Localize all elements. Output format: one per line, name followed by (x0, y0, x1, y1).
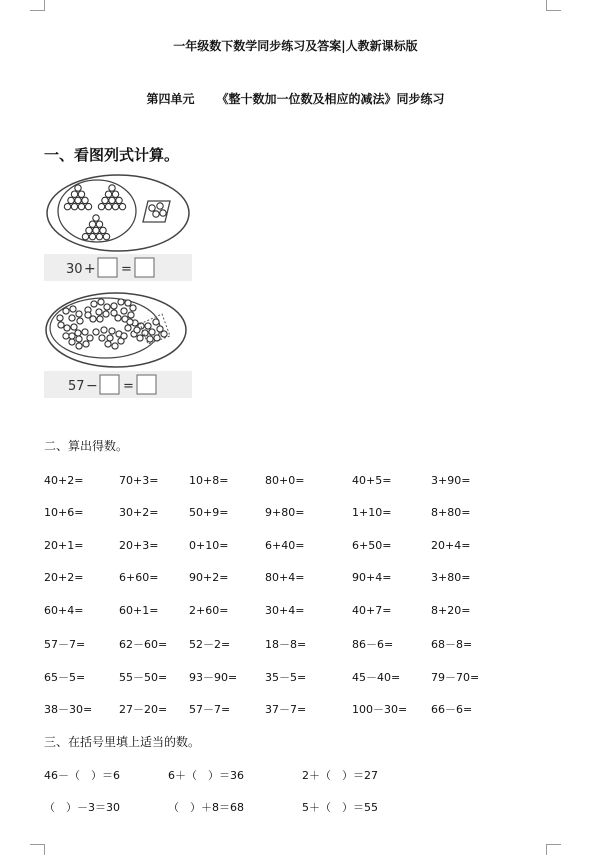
calc-problem: 20+1= (44, 539, 84, 552)
counter-dot (63, 308, 69, 314)
unit-label: 第四单元 (146, 92, 195, 106)
counter-dot (71, 203, 77, 209)
calc-problem: 100－30= (352, 703, 408, 716)
calc-problem: 2+60= (189, 604, 229, 617)
counter-dot (101, 327, 107, 333)
calc-problem: 30+4= (265, 604, 305, 617)
counter-dot (82, 197, 88, 203)
counter-dot (98, 203, 104, 209)
counter-dot (76, 336, 82, 342)
counter-dot (125, 325, 131, 331)
counter-dot (112, 191, 118, 197)
counter-dot (91, 301, 97, 307)
calc-problem: 20+3= (119, 539, 159, 552)
fill-problem: 6＋（ ）＝36 (168, 769, 244, 782)
calc-problem: 3+90= (431, 474, 471, 487)
counter-dot (103, 233, 109, 239)
counter-dot (75, 185, 81, 191)
calc-problem: 18－8= (265, 638, 307, 651)
counter-dot (87, 335, 93, 341)
counter-dot (63, 333, 69, 339)
counter-dot (102, 197, 108, 203)
calc-problem: 45－40= (352, 671, 401, 684)
counter-dot (109, 185, 115, 191)
counter-dot (96, 309, 102, 315)
counter-dot (85, 312, 91, 318)
counter-dot (96, 221, 102, 227)
counter-dot (89, 221, 95, 227)
counter-dot (86, 227, 92, 233)
calc-problem: 8+20= (431, 604, 471, 617)
counter-dot (93, 227, 99, 233)
unit-topic: 《整十数加一位数及相应的减法》同步练习 (216, 92, 445, 106)
calc-problem: 60+1= (119, 604, 159, 617)
calc-problem: 10+6= (44, 506, 84, 519)
calc-row (0, 506, 591, 522)
calc-problem: 8+80= (431, 506, 471, 519)
section1-heading: 一、看图列式计算。 (44, 146, 180, 164)
calc-problem: 50+9= (189, 506, 229, 519)
counter-dot (64, 203, 70, 209)
counter-dot (69, 339, 75, 345)
answer-box[interactable] (98, 258, 117, 277)
picture-1 (47, 175, 189, 251)
counter-dot (105, 191, 111, 197)
calc-problem: 55－50= (119, 671, 168, 684)
calc-problem: 40+5= (352, 474, 392, 487)
calc-problem: 90+4= (352, 571, 392, 584)
calc-problem: 20+2= (44, 571, 84, 584)
calc-problem: 62－60= (119, 638, 168, 651)
calc-problem: 27－20= (119, 703, 168, 716)
counter-dot (68, 197, 74, 203)
answer-box[interactable] (135, 258, 154, 277)
calc-problem: 70+3= (119, 474, 159, 487)
counter-dot (161, 331, 167, 337)
calc-problem: 0+10= (189, 539, 229, 552)
calc-problem: 37－7= (265, 703, 307, 716)
counter-dot (71, 324, 77, 330)
calc-problem: 65－5= (44, 671, 86, 684)
calc-problem: 30+2= (119, 506, 159, 519)
equation-2-op: − (86, 378, 98, 394)
counter-dot (119, 203, 125, 209)
counter-dot (127, 319, 133, 325)
fill-problem: 5＋（ ）＝55 (302, 801, 378, 814)
counter-dot (58, 322, 64, 328)
calc-problem: 66－6= (431, 703, 473, 716)
counter-dot (57, 315, 63, 321)
counter-dot (85, 203, 91, 209)
counter-dot (78, 191, 84, 197)
counter-dot (69, 315, 75, 321)
counter-dot (76, 311, 82, 317)
counter-dot (76, 343, 82, 349)
fill-row (0, 767, 591, 783)
counting-illustration (44, 168, 194, 400)
counter-dot (70, 306, 76, 312)
equation-2 (44, 371, 192, 398)
counter-dot (104, 304, 110, 310)
calc-row (0, 701, 591, 717)
counter-dot (64, 325, 70, 331)
counter-dot (109, 328, 115, 334)
counter-dot (97, 316, 103, 322)
counter-dot (105, 203, 111, 209)
corner-mark-top-right (546, 0, 561, 11)
counter-dot (109, 197, 115, 203)
calc-row (0, 604, 591, 620)
calc-problem: 80+0= (265, 474, 305, 487)
counter-dot (75, 330, 81, 336)
calc-problem: 86－6= (352, 638, 394, 651)
counter-dot (121, 308, 127, 314)
counter-dot (93, 329, 99, 335)
fill-problem: 2＋（ ）＝27 (302, 769, 378, 782)
calc-row (0, 669, 591, 685)
counter-dot (130, 305, 136, 311)
calc-problem: 57－7= (189, 703, 231, 716)
calc-problem: 79－70= (431, 671, 480, 684)
calc-problem: 1+10= (352, 506, 392, 519)
counter-dot (160, 210, 166, 216)
calc-problem: 9+80= (265, 506, 305, 519)
counter-dot (153, 211, 159, 217)
equation-1-start: 30 (66, 262, 83, 277)
counter-dot (100, 227, 106, 233)
calc-row (0, 571, 591, 587)
calc-problem: 6+40= (265, 539, 305, 552)
counter-dot (69, 333, 75, 339)
calc-problem: 57－7= (44, 638, 86, 651)
counter-dot (153, 319, 159, 325)
counter-dot (137, 335, 143, 341)
counter-dot (82, 329, 88, 335)
equation-1 (44, 254, 192, 281)
counter-dot (116, 197, 122, 203)
corner-mark-bottom-right (546, 844, 561, 855)
fill-problem: （ ）－3＝30 (44, 801, 120, 814)
counter-dot (99, 335, 105, 341)
counter-dot (75, 197, 81, 203)
answer-box[interactable] (100, 375, 119, 394)
counter-dot (107, 335, 113, 341)
calc-problem: 35－5= (265, 671, 307, 684)
counter-dot (157, 203, 163, 209)
counter-dot (105, 341, 111, 347)
calc-problem: 93－90= (189, 671, 238, 684)
section3-heading: 三、在括号里填上适当的数。 (44, 735, 201, 749)
equation-1-op: + (84, 261, 96, 277)
counter-dot (83, 341, 89, 347)
counter-dot (125, 300, 131, 306)
fill-row (0, 799, 591, 815)
counter-dot (112, 203, 118, 209)
counter-dot (118, 299, 124, 305)
corner-mark-bottom-left (30, 844, 45, 855)
calc-problem: 60+4= (44, 604, 84, 617)
counter-dot (78, 203, 84, 209)
counter-dot (89, 233, 95, 239)
counter-dot (112, 343, 118, 349)
counter-dot (149, 329, 155, 335)
counter-dot (149, 205, 155, 211)
calc-problem: 80+4= (265, 571, 305, 584)
counter-dot (98, 299, 104, 305)
fill-problem: 46－（ ）＝6 (44, 769, 120, 782)
calc-problem: 6+60= (119, 571, 159, 584)
calc-problem: 3+80= (431, 571, 471, 584)
calc-problem: 38－30= (44, 703, 93, 716)
document-title: 一年级数下数学同步练习及答案|人教新课标版 (173, 39, 418, 53)
section2-heading: 二、算出得数。 (44, 439, 129, 453)
counter-dot (121, 333, 127, 339)
equation-1-eq: = (121, 262, 132, 277)
picture-2 (46, 293, 186, 367)
calc-row (0, 636, 591, 652)
calc-row (0, 539, 591, 555)
calc-problem: 6+50= (352, 539, 392, 552)
unit-title (0, 90, 591, 107)
counter-dot (145, 323, 151, 329)
counter-dot (103, 311, 109, 317)
corner-mark-top-left (30, 0, 45, 11)
counter-dot (134, 327, 140, 333)
counter-dot (93, 215, 99, 221)
counter-dot (77, 318, 83, 324)
fill-problem: （ ）＋8＝68 (168, 801, 244, 814)
calc-row (0, 474, 591, 490)
calc-problem: 90+2= (189, 571, 229, 584)
counter-dot (128, 312, 134, 318)
answer-box[interactable] (137, 375, 156, 394)
calc-problem: 52－2= (189, 638, 231, 651)
equation-2-eq: = (123, 379, 134, 394)
counter-dot (96, 233, 102, 239)
calc-problem: 40+7= (352, 604, 392, 617)
counter-dot (154, 335, 160, 341)
calc-problem: 10+8= (189, 474, 229, 487)
calc-problem: 20+4= (431, 539, 471, 552)
counter-dot (111, 310, 117, 316)
calc-problem: 68－8= (431, 638, 473, 651)
equation-2-start: 57 (68, 379, 85, 394)
calc-problem: 40+2= (44, 474, 84, 487)
counter-dot (82, 233, 88, 239)
counter-dot (147, 336, 153, 342)
counter-dot (71, 191, 77, 197)
counter-dot (111, 303, 117, 309)
